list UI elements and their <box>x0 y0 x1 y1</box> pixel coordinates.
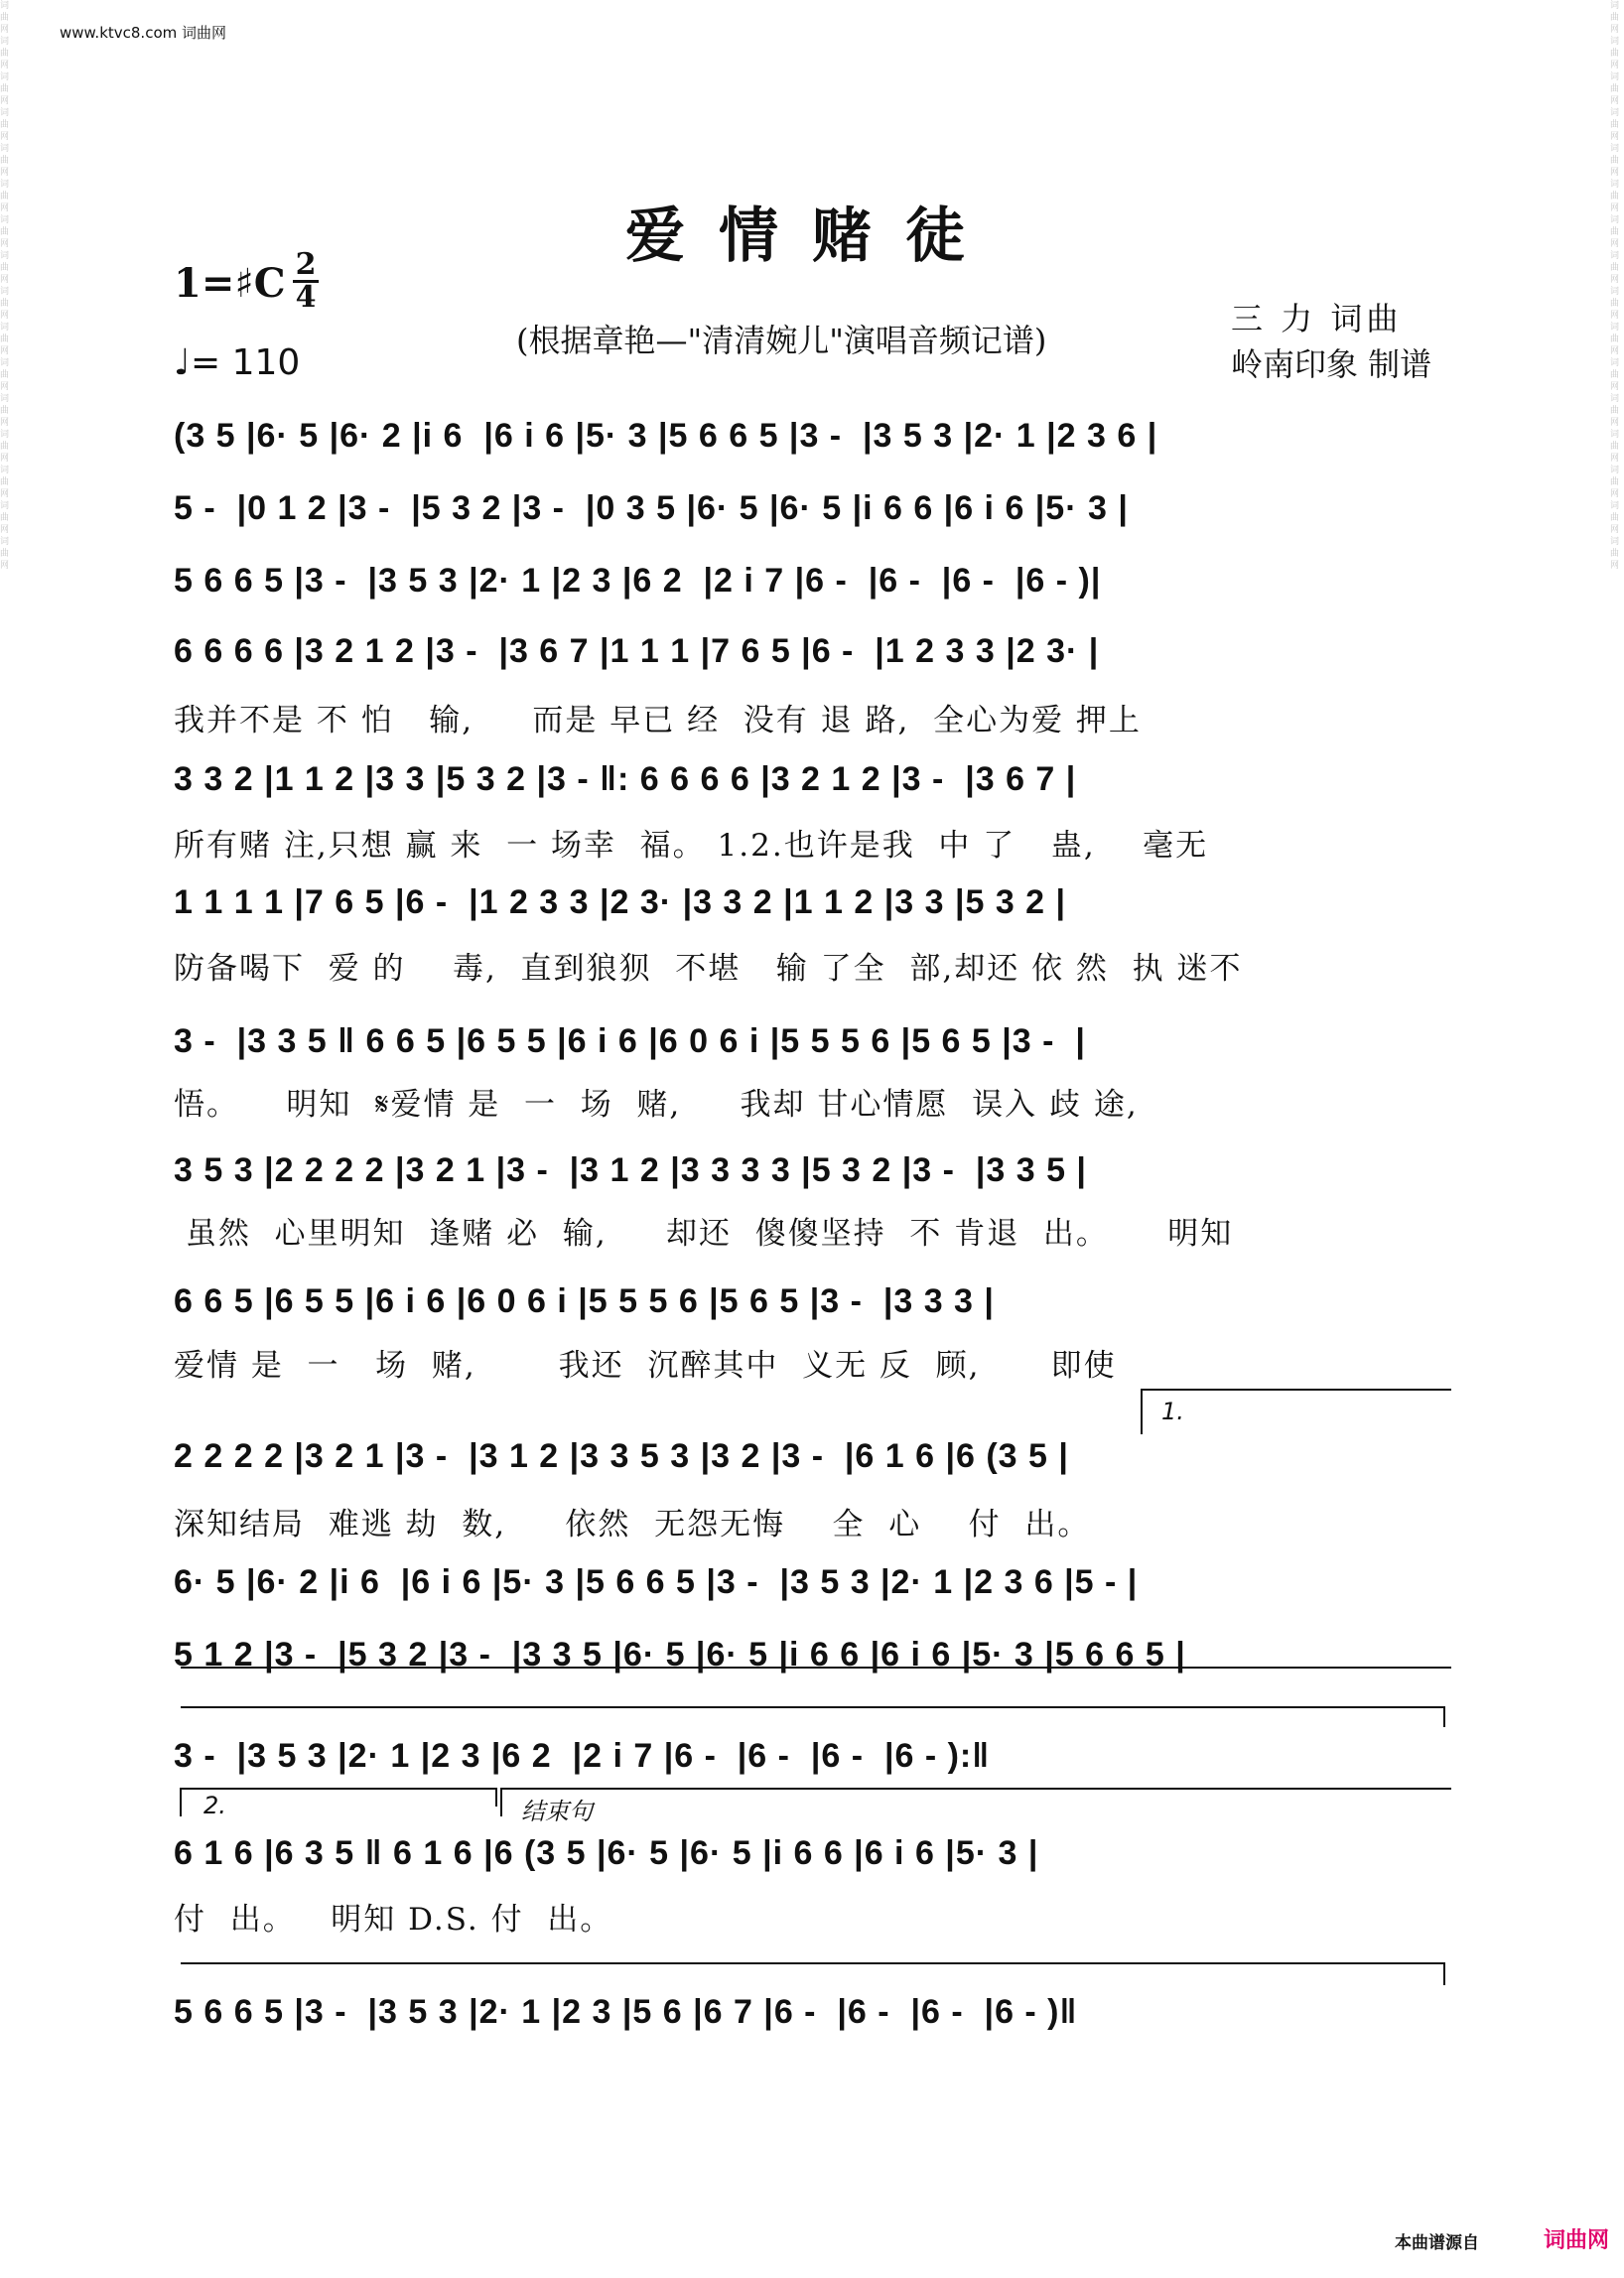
score-line-14-lyric: 付 出。 明知 D.S. 付 出。 <box>174 1902 613 1938</box>
footer-brand: 词曲网 <box>1544 2228 1610 2253</box>
right-watermark: 词曲网词曲网词曲网词曲网词曲网词曲网词曲网词曲网词曲网词曲网词曲网词曲网词曲网词曲网词曲网词曲网 <box>1610 1 1620 571</box>
score-line-5-lyric: 所有赌 注,只想 赢 来 一 场幸 福。 1.2.也许是我 中 了 蛊, 毫无 <box>174 828 1209 864</box>
song-title: 爱情赌徒 <box>625 201 999 271</box>
score-line-8-notes: 3 5 3 |2 2 2 2 |3 2 1 |3 - |3 1 2 |3 3 3 3 |5 3 2 |3 - |3 3 5 | <box>174 1151 1087 1189</box>
left-watermark: 词曲网词曲网词曲网词曲网词曲网词曲网词曲网词曲网词曲网词曲网词曲网词曲网词曲网词曲网词曲网词曲网 <box>0 1 10 571</box>
score-line-2-notes: 5 - |0 1 2 |3 - |5 3 2 |3 - |0 3 5 |6· 5 |6· 5 |i 6 6 |6 i 6 |5· 3 | <box>174 489 1129 527</box>
tempo-marking: ♩= 110 <box>174 342 301 383</box>
score-line-4-lyric: 我并不是 不 怕 输, 而是 早已 经 没有 退 路, 全心为爱 押上 <box>174 703 1142 738</box>
score-line-6-lyric: 防备喝下 爱 的 毒, 直到狼狈 不堪 输 了全 部,却还 依 然 执 迷不 <box>174 951 1243 987</box>
site-url: www.ktvc8.com 词曲网 <box>60 24 227 42</box>
score-line-10-lyric: 深知结局 难逃 劫 数, 依然 无怨无悔 全 心 付 出。 <box>174 1507 1091 1542</box>
score-line-12-notes: 5 1 2 |3 - |5 3 2 |3 - |3 3 5 |6· 5 |6· 5 |i 6 6 |6 i 6 |5· 3 |5 6 6 5 | <box>174 1636 1186 1674</box>
volta-2-label: 2. <box>203 1792 226 1819</box>
score-line-13-notes: 3 - |3 5 3 |2· 1 |2 3 |6 2 |2 i 7 |6 - |6 - |6 - |6 - ):‖ <box>174 1737 991 1775</box>
score-line-5-notes: 3 3 2 |1 1 2 |3 3 |5 3 2 |3 - ‖: 6 6 6 6 |3 2 1 2 |3 - |3 6 7 | <box>174 760 1077 798</box>
score-line-8-lyric: 虽然 心里明知 逢赌 必 输, 却还 傻傻坚持 不 肯退 出。 明知 <box>174 1216 1234 1252</box>
volta-1-label: 1. <box>1161 1398 1184 1425</box>
time-top: 2 <box>295 247 317 282</box>
score-line-9-notes: 6 6 5 |6 5 5 |6 i 6 |6 0 6 i |5 5 5 6 |5 6 5 |3 - |3 3 3 | <box>174 1282 995 1320</box>
footer-source: 本曲谱源自 <box>1395 2233 1479 2253</box>
score-line-3-notes: 5 6 6 5 |3 - |3 5 3 |2· 1 |2 3 |6 2 |2 i 7 |6 - |6 - |6 - |6 - )| <box>174 562 1102 600</box>
score-line-15-notes: 5 6 6 5 |3 - |3 5 3 |2· 1 |2 3 |5 6 |6 7 |6 - |6 - |6 - |6 - )‖ <box>174 1993 1078 2031</box>
score-line-7-lyric: 悟。 明知 𝄋爱情 是 一 场 赌, 我却 甘心情愿 误入 歧 途, <box>174 1087 1139 1123</box>
score-line-10-notes: 2 2 2 2 |3 2 1 |3 - |3 1 2 |3 3 5 3 |3 2 |3 - |6 1 6 |6 (3 5 | <box>174 1437 1069 1475</box>
credit-words-music: 三 力 词曲 <box>1231 300 1403 337</box>
score-line-7-notes: 3 - |3 3 5 ‖ 6 6 5 |6 5 5 |6 i 6 |6 0 6 i |5 5 5 6 |5 6 5 |3 - | <box>174 1022 1086 1060</box>
credit-notation: 岭南印象 制谱 <box>1231 345 1432 383</box>
score-line-1-notes: (3 5 |6· 5 |6· 2 |i 6 |6 i 6 |5· 3 |5 6 6 5 |3 - |3 5 3 |2· 1 |2 3 6 | <box>174 417 1158 455</box>
score-line-9-lyric: 爱情 是 一 场 赌, 我还 沉醉其中 义无 反 顾, 即使 <box>174 1348 1117 1384</box>
time-bottom: 4 <box>295 280 317 315</box>
score-line-14-notes: 6 1 6 |6 3 5 ‖ 6 1 6 |6 (3 5 |6· 5 |6· 5 |i 6 6 |6 i 6 |5· 3 | <box>174 1834 1039 1872</box>
key-signature: 1=♯C <box>174 260 286 307</box>
score-line-11-notes: 6· 5 |6· 2 |i 6 |6 i 6 |5· 3 |5 6 6 5 |3 - |3 5 3 |2· 1 |2 3 6 |5 - | <box>174 1563 1139 1601</box>
subtitle: (根据章艳—"清清婉儿"演唱音频记谱) <box>516 322 1047 359</box>
score-line-4-notes: 6 6 6 6 |3 2 1 2 |3 - |3 6 7 |1 1 1 |7 6 5 |6 - |1 2 3 3 |2 3· | <box>174 632 1100 670</box>
coda-label: 结束句 <box>521 1798 593 1825</box>
score-line-6-notes: 1 1 1 1 |7 6 5 |6 - |1 2 3 3 |2 3· |3 3 2 |1 1 2 |3 3 |5 3 2 | <box>174 883 1067 921</box>
